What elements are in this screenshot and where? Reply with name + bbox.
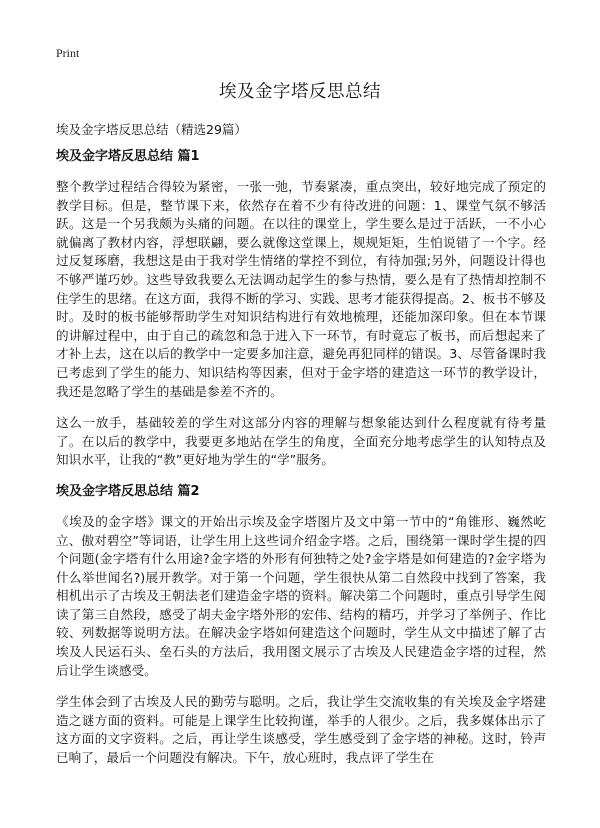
- section-2: [56, 483, 546, 768]
- paragraph: 学生体会到了古埃及人民的勤劳与聪明。之后，我让学生交流收集的有关埃及金字塔建造之谜方面的资料。可能是上课学生比较拘谨，举手的人很少。之后，我多媒体出示了这方面的文字资料。之后，再让学生谈感受，学生感受到了金字塔的神秘。这时，铃声已响了，最后一个问题没有解决。下午，放心班时，我点评了学生在: [56, 694, 546, 766]
- paragraph: 整个教学过程结合得较为紧密，一张一弛，节奏紧凑，重点突出，较好地完成了预定的教学目标。但是，整节课下来，依然存在着不少有待改进的问题：1、课堂气氛不够活跃。这是一个另我颇为头痛的问题。在以往的课堂上，学生要么是过于活跃，一不小心就偏离了教材内容，浮想联翩，要么就像这堂课上，规规矩矩，生怕说错了一个字。经过反复琢磨，我想这是由于我对学生情绪的掌控不到位，有待加强;另外，问题设计得也不够严谨巧妙。这些导致我要么无法调动起学生的参与热情，要么是有了热情却控制不住学生的思绪。在这方面，我得不断的学习、实践、思考才能获得提高。2、板书不够及时。及时的板书能够帮助学生对知识结构进行有效地梳理，还能加深印象。但在本节课的讲解过程中，由于自己的疏忽和急于进入下一环节，有时竟忘了板书，而后想起来了才补上去，这在以后的教学中一定要多加注意，避免再犯同样的错误。3、尽管备课时我已考虑到了学生的能力、知识结构等因素，但对于金字塔的建造这一环节的教学设计，我还是忽略了学生的基础是参差不齐的。: [56, 179, 546, 399]
- document-subtitle: 埃及金字塔反思总结（精选29篇）: [56, 122, 247, 137]
- section-heading: 埃及金字塔反思总结 篇2: [56, 483, 200, 499]
- print-link[interactable]: Print: [56, 46, 80, 60]
- paragraph: 《埃及的金字塔》课文的开始出示埃及金字塔图片及文中第一节中的“角锥形、巍然屹立、傲对碧空”等词语，让学生用上这些词介绍金字塔。之后，围绕第一课时学生提的四个问题(金字塔有什么用途?金字塔的外形有何独特之处?金字塔是如何建造的?金字塔为什么举世闻名?)展开教学。对于第一个问题，学生很快从第二自然段中找到了答案，我相机出示了古埃及王朝法老们建造金字塔的资料。解决第二个问题时，重点引导学生阅读了第三自然段，感受了胡夫金字塔外形的宏伟、结构的精巧，并学习了举例子、作比较、列数据等说明方法。在解决金字塔如何建造这个问题时，学生从文中描述了解了古埃及人民运石头、垒石头的方法后，我用图文展示了古埃及人民建造金字塔的过程，然后让学生谈感受。: [56, 513, 546, 678]
- paragraph: 这么一放手，基础较差的学生对这部分内容的理解与想象能达到什么程度就有待考量了。在以后的教学中，我要更多地站在学生的角度，全面充分地考虑学生的认知特点及知识水平，让我的“教”更好地为学生的“学”服务。: [56, 415, 546, 468]
- section-heading: 埃及金字塔反思总结 篇1: [56, 149, 200, 164]
- page-title: 埃及金字塔反思总结: [219, 82, 381, 102]
- section-1: [56, 148, 546, 470]
- article-body: [56, 148, 546, 781]
